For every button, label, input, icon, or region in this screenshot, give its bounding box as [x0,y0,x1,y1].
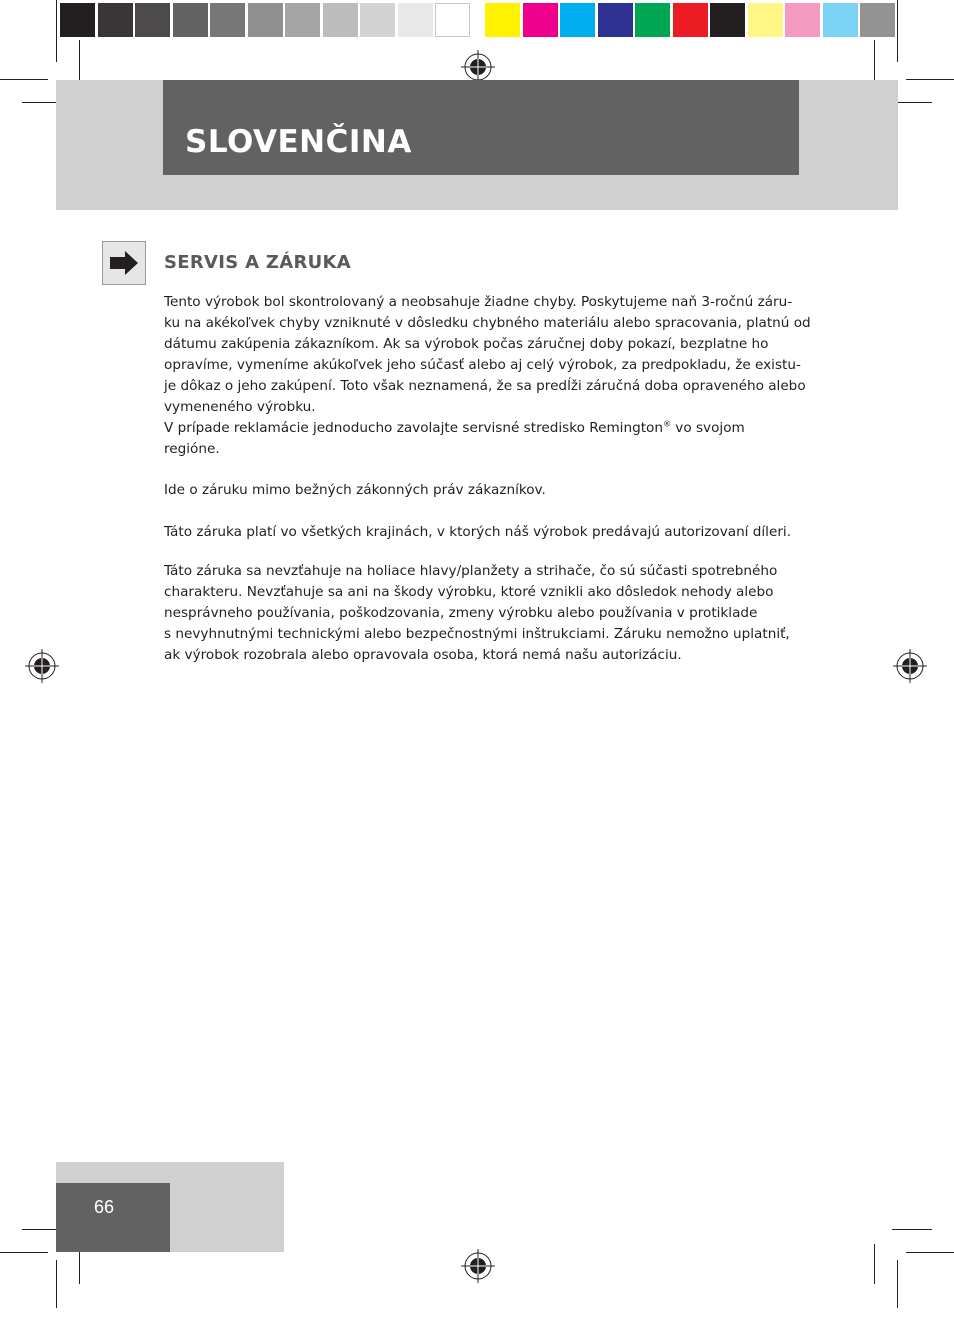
process-color-swatch [598,3,633,37]
process-color-swatch [823,3,858,37]
paragraph-line: charakteru. Nevzťahuje sa ani na škody výrobku, ktoré vznikli ako dôsledok nehody alebo [164,584,774,600]
service-text: V prípade reklamácie jednoducho zavolajte servisné stredisko Remington [164,420,663,436]
process-color-swatch [523,3,558,37]
title-box [163,80,799,175]
paragraph-line: je dôkaz o jeho zakúpení. Toto však neznamená, že sa predĺži záručná doba opraveného alebo [164,378,806,394]
paragraph-line [164,418,804,439]
registration-mark-top-icon [461,50,495,84]
page-number: 66 [94,1197,115,1217]
grayscale-swatch [135,3,170,37]
grayscale-swatch [248,3,283,37]
grayscale-swatch [323,3,358,37]
paragraph-warranty [164,292,811,460]
process-color-swatch [485,3,520,37]
paragraph-line: s nevyhnutnými technickými alebo bezpečnostnými inštrukciami. Záruku nemožno uplatniť, [164,626,790,642]
grayscale-swatch [285,3,320,37]
process-color-swatch [785,3,820,37]
process-color-swatch [673,3,708,37]
grayscale-swatch [173,3,208,37]
paragraph-line: Táto záruka sa nevzťahuje na holiace hlavy/planžety a strihače, čo sú súčasti spotrebného [164,563,778,579]
section-heading: SERVIS A ZÁRUKA [164,252,352,273]
section-arrow-box [102,241,146,285]
paragraph-line: ku na akékoľvek chyby vzniknuté v dôsledku chybného materiálu alebo spracovania, platnú od [164,315,811,331]
page-title: SLOVENČINA [185,124,412,160]
paragraph-line: regióne. [164,441,220,457]
registration-mark-left-icon [25,649,59,683]
registration-mark-bottom-icon [461,1249,495,1283]
page-number-box [56,1183,170,1252]
process-color-swatch [635,3,670,37]
paragraph-line: nesprávneho používania, poškodzovania, zmeny výrobku alebo používania v protiklade [164,605,758,621]
process-color-swatch [748,3,783,37]
paragraph-exclusions [164,561,804,666]
color-calibration-bar [56,0,898,40]
grayscale-swatch [98,3,133,37]
arrow-right-icon [103,242,145,284]
grayscale-swatch [210,3,245,37]
paragraph-line: dátumu zakúpenia zákazníkom. Ak sa výrobok počas záručnej doby pokazí, bezplatne ho [164,336,769,352]
paragraph-line: opravíme, vymeníme akúkoľvek jeho súčasť alebo aj celý výrobok, za predpokladu, že existu- [164,357,801,373]
process-color-swatch [860,3,895,37]
grayscale-swatch [60,3,95,37]
registration-mark-right-icon [893,649,927,683]
process-color-swatch [710,3,745,37]
registered-mark: ® [662,419,671,429]
process-color-swatch [560,3,595,37]
grayscale-swatch [360,3,395,37]
grayscale-swatch [435,3,470,37]
grayscale-swatch [398,3,433,37]
paragraph-line: ak výrobok rozobrala alebo opravovala osoba, ktorá nemá našu autorizáciu. [164,647,682,663]
paragraph-legal-rights: Ide o záruku mimo bežných zákonných práv zákazníkov. [164,482,546,498]
service-text-end: vo svojom [670,420,745,436]
paragraph-countries: Táto záruka platí vo všetkých krajinách, v ktorých náš výrobok predávajú autorizovaní díleri. [164,524,792,540]
paragraph-line: Tento výrobok bol skontrolovaný a neobsahuje žiadne chyby. Poskytujeme naň 3-ročnú záru- [164,294,793,310]
paragraph-line: vymeneného výrobku. [164,399,316,415]
